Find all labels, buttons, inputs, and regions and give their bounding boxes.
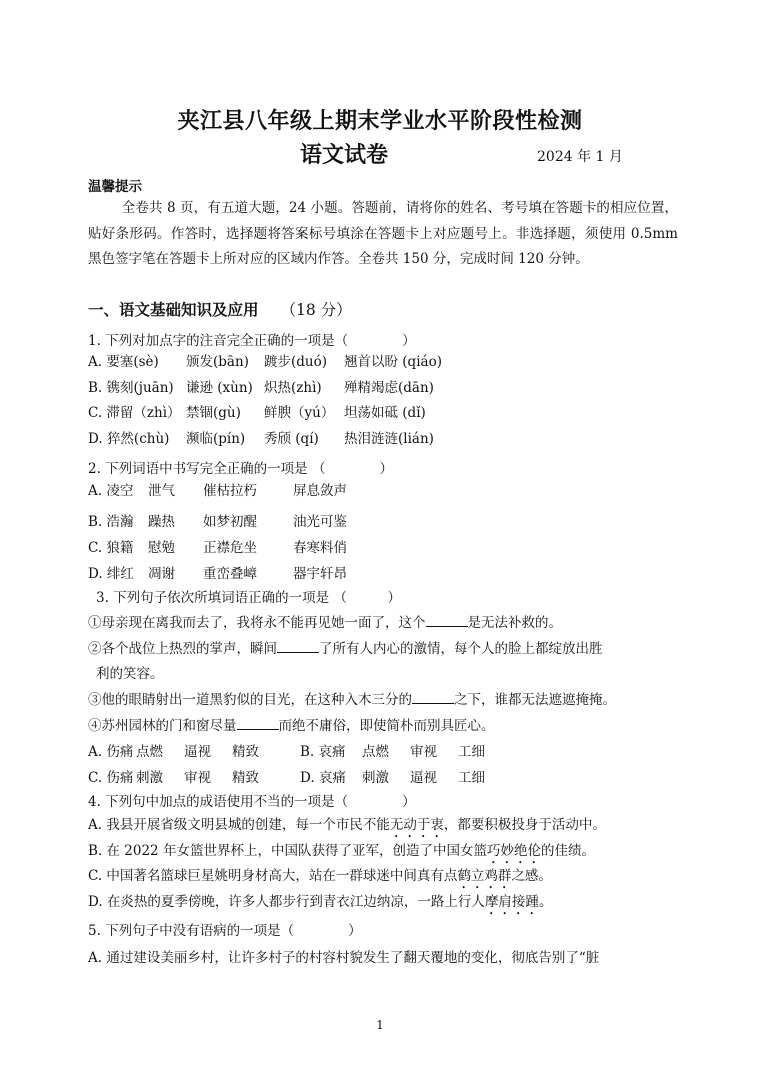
q2-option-c — [88, 536, 347, 556]
q3-blank-4 — [237, 717, 279, 730]
q2-option-b — [88, 510, 347, 530]
q1-a-4: 翘首以盼 (qiáo) — [344, 354, 442, 370]
q4-stem: 4. 下列句中加点的成语使用不当的一项是（ ） — [88, 794, 416, 810]
q3-d-1: D. 哀痛 — [300, 770, 346, 786]
q1-c-4: 坦荡如砥 (dǐ) — [344, 405, 426, 421]
q4-option-c — [88, 864, 552, 892]
q3-sentence-2-cont: 利的笑容。 — [96, 666, 164, 682]
q4-d-text1: D. 在炎热的夏季傍晚，许多人都步行到青衣江边纳凉，一路上行人 — [88, 894, 485, 910]
q1-b-4: 殚精竭虑(dān) — [344, 380, 434, 396]
q1-option-c — [88, 401, 426, 421]
q3-s3-part1: ③他的眼睛射出一道黑豹似的目光，在这种入木三分的 — [88, 692, 412, 708]
q3-sentence-1 — [88, 611, 562, 631]
section-1-title: 一、语文基础知识及应用 — [88, 301, 259, 319]
q3-blank-1 — [426, 614, 468, 627]
q3-s4-part1: ④苏州园林的门和窗尽量 — [88, 718, 237, 734]
q2-c-4: 春寒料俏 — [293, 540, 347, 556]
q3-options-ab — [88, 740, 485, 760]
q3-c-4: 精致 — [232, 770, 259, 786]
q2-d-3: 重峦叠嶂 — [203, 566, 257, 582]
q3-sentence-2 — [88, 637, 603, 657]
q2-d-2: 凋谢 — [148, 566, 175, 582]
q1-d-2: 濒临(pín) — [186, 431, 246, 447]
q3-d-4: 工细 — [458, 770, 485, 786]
q2-a-3: 催枯拉朽 — [203, 483, 257, 499]
q1-c-1: C. 滞留（zhì） — [88, 405, 181, 421]
q1-c-2: 禁锢(gù) — [186, 405, 241, 421]
q2-a-1: A. 凌空 — [88, 483, 134, 499]
q4-c-text1: C. 中国著名篮球巨星姚明身材高大，站在一群球迷中间真有点 — [88, 868, 458, 884]
q4-option-d — [88, 890, 552, 918]
q3-s1-part2: 是无法补救的。 — [467, 615, 562, 631]
q4-c-idiom: 鹤立鸡群 — [457, 868, 512, 884]
page-number: 1 — [376, 1018, 384, 1032]
q3-a-3: 逼视 — [184, 744, 211, 760]
q1-a-2: 颁发(bān) — [186, 354, 249, 370]
section-1-score: （18 分） — [280, 301, 352, 319]
q3-blank-2 — [277, 640, 319, 653]
q3-a-4: 精致 — [232, 744, 259, 760]
q3-b-2: 点燃 — [362, 744, 389, 760]
q1-stem: 1. 下列对加点字的注音完全正确的一项是（ ） — [88, 333, 416, 349]
q3-b-3: 审视 — [410, 744, 437, 760]
q2-c-3: 正襟危坐 — [203, 540, 257, 556]
q4-c-text2: 之感。 — [511, 868, 552, 884]
q3-c-1: C. 伤痛 — [88, 770, 134, 786]
q4-option-a — [88, 813, 606, 841]
q4-b-text2: 的佳绩。 — [540, 843, 595, 859]
q1-a-3: 踱步(duó) — [264, 354, 327, 370]
q3-s3-part2: 之下，谁都无法遮遮掩掩。 — [454, 692, 616, 708]
section-1-heading — [88, 298, 352, 320]
q2-b-4: 油光可鉴 — [293, 514, 347, 530]
q5-stem: 5. 下列句子中没有语病的一项是（ ） — [88, 923, 362, 939]
q3-a-1: A. 伤痛 — [88, 744, 134, 760]
q2-d-1: D. 绯红 — [88, 566, 134, 582]
exam-title: 夹江县八年级上期末学业水平阶段性检测 — [177, 108, 583, 134]
q3-s2-part2: 了所有人内心的激情，每个人的脸上都绽放出胜 — [319, 641, 603, 657]
exam-date: 2024 年 1 月 — [537, 149, 623, 165]
tips-heading: 温馨提示 — [88, 179, 142, 195]
q3-d-3: 逼视 — [410, 770, 437, 786]
q2-b-1: B. 浩瀚 — [88, 514, 134, 530]
q3-stem: 3. 下列句子依次所填词语正确的一项是 （ ） — [96, 590, 401, 606]
q2-option-d — [88, 562, 347, 582]
q3-sentence-3 — [88, 688, 616, 708]
q4-a-text2: ，都要积极投身于活动中。 — [443, 817, 606, 833]
q2-a-2: 泄气 — [148, 483, 175, 499]
exam-subtitle: 语文试卷 — [300, 142, 389, 168]
q2-b-3: 如梦初醒 — [203, 514, 257, 530]
q1-d-3: 秀颀 (qí) — [264, 431, 319, 447]
q3-s4-part2: 而绝不庸俗，即使简朴而别具匠心。 — [278, 718, 495, 734]
q1-c-3: 鲜腴（yú） — [264, 405, 335, 421]
q4-a-idiom: 无动于衷 — [389, 817, 444, 833]
q2-c-1: C. 狼籍 — [88, 540, 134, 556]
q3-blank-3 — [412, 691, 454, 704]
q1-option-b — [88, 376, 434, 396]
q3-options-cd — [88, 766, 485, 786]
q1-b-1: B. 镌刻(juān) — [88, 380, 174, 396]
q3-s1-part1: ①母亲现在离我而去了，我将永不能再见她一面了，这个 — [88, 615, 426, 631]
q4-b-idiom: 巧妙绝伦 — [486, 843, 541, 859]
q3-s2-part1: ②各个战位上热烈的掌声，瞬间 — [88, 641, 277, 657]
q1-d-4: 热泪涟涟(lián) — [344, 431, 434, 447]
q2-a-4: 屏息敛声 — [293, 483, 347, 499]
q2-option-a — [88, 479, 347, 499]
q1-b-2: 谦逊 (xùn) — [186, 380, 253, 396]
q3-d-2: 刺激 — [362, 770, 389, 786]
q1-option-a — [88, 350, 442, 370]
q2-c-2: 慰勉 — [148, 540, 175, 556]
q4-option-b — [88, 839, 595, 867]
q3-sentence-4 — [88, 714, 495, 734]
q3-a-2: 点燃 — [136, 744, 163, 760]
q4-a-text1: A. 我县开展省级文明县城的创建，每一个市民不能 — [88, 817, 390, 833]
q3-b-1: B. 哀痛 — [300, 744, 346, 760]
q2-d-4: 器宇轩昂 — [293, 566, 347, 582]
q1-a-1: A. 要塞(sè) — [88, 354, 159, 370]
tips-body: 全卷共 8 页，有五道大题，24 小题。答题前，请将你的姓名、考号填在答题卡的相应位置，贴好条形码。作答时，选择题将答案标号填涂在答题卡上对应题号上。非选择题，须使用 0.5mm 黑色签字笔在答题卡上所对应的区域内作答。全卷共 150 分，完成时间 120 分钟。 — [88, 200, 678, 267]
q1-d-1: D. 猝然(chù) — [88, 431, 170, 447]
q3-c-2: 刺激 — [136, 770, 163, 786]
q4-d-idiom: 摩肩接踵 — [484, 894, 539, 910]
q3-c-3: 审视 — [184, 770, 211, 786]
q2-stem: 2. 下列词语中书写完全正确的一项是 （ ） — [88, 461, 393, 477]
q1-option-d — [88, 427, 434, 447]
q4-b-text1: B. 在 2022 年女篮世界杯上，中国队获得了亚军，创造了中国女篮 — [88, 843, 487, 859]
q1-b-3: 炽热(zhì) — [264, 380, 322, 396]
q5-option-a: A. 通过建设美丽乡村，让许多村子的村容村貌发生了翻天覆地的变化，彻底告别了“脏 — [88, 950, 600, 966]
q4-d-text2: 。 — [538, 894, 553, 910]
q2-b-2: 躁热 — [148, 514, 175, 530]
q3-b-4: 工细 — [458, 744, 485, 760]
